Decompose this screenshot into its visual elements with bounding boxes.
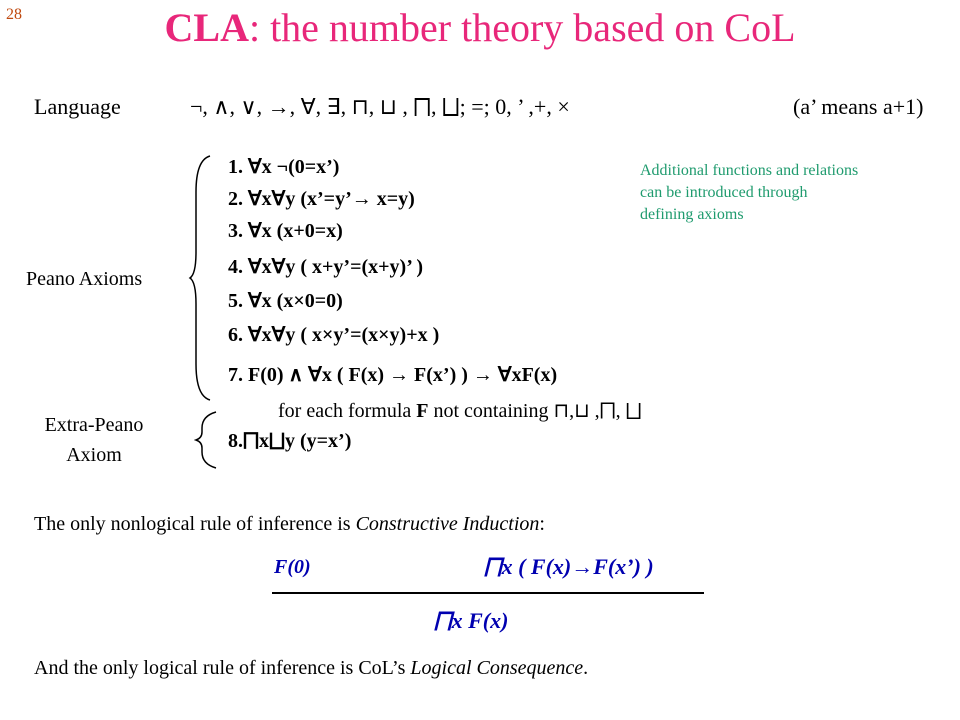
peano-axioms-label: Peano Axioms (26, 268, 143, 290)
axiom-3: 3. ∀x (x+0=x) (228, 220, 343, 242)
title-bold: CLA (164, 5, 249, 50)
axiom-4: 4. ∀x∀y ( x+y’=(x+y)’ ) (228, 256, 424, 278)
extra-brace (194, 410, 224, 470)
inference-rule-line (272, 592, 704, 594)
slide-number: 28 (6, 6, 22, 23)
induction-premise-base: F(0) (274, 556, 311, 578)
axiom-7-condition-suffix: not containing ⊓,⊔ ,⨅, ⨆ (428, 400, 642, 422)
defining-axioms-note: Additional functions and relations can be introduced through defining axioms (640, 162, 859, 223)
logic-rule-prefix: And the only logical rule of inference is CoL’s (34, 657, 411, 679)
induction-premise-step: ⨅x ( F(x)→F(x’) ) (484, 554, 654, 579)
language-label: Language (34, 94, 121, 119)
rule-intro-prefix: The only nonlogical rule of inference is (34, 513, 356, 535)
axiom-7: 7. F(0) ∧ ∀x ( F(x) → F(x’) ) → ∀xF(x) (228, 364, 558, 386)
language-symbols: ¬, ∧, ∨, →, ∀, ∃, ⊓, ⊔ , ⨅, ⨆; =; 0, ’ ,+, × (190, 94, 570, 119)
nonlogical-rule-intro (34, 513, 545, 536)
axiom-5: 5. ∀x (x×0=0) (228, 290, 343, 312)
language-note: (a’ means a+1) (793, 94, 924, 119)
extra-peano-axiom-label: Extra-Peano Axiom (44, 414, 144, 466)
logic-rule-emphasis: Logical Consequence (410, 657, 584, 679)
axiom-1: 1. ∀x ¬(0=x’) (228, 156, 340, 178)
axiom-8: 8.⨅x⨆y (y=x’) (228, 430, 352, 452)
axiom-7-condition (278, 398, 642, 423)
title-rest: : the number theory based on CoL (248, 5, 796, 50)
axiom-7-condition-prefix: for each formula (278, 400, 417, 422)
peano-brace (188, 152, 218, 402)
axiom-2: 2. ∀x∀y (x’=y’→ x=y) (228, 188, 415, 210)
logical-rule-statement (34, 657, 588, 680)
logic-rule-suffix: . (583, 657, 589, 679)
slide-title (0, 4, 960, 51)
induction-conclusion: ⨅x F(x) (434, 608, 509, 633)
rule-intro-suffix: : (539, 513, 545, 535)
axiom-6: 6. ∀x∀y ( x×y’=(x×y)+x ) (228, 324, 440, 346)
rule-intro-emphasis: Constructive Induction (355, 513, 540, 535)
axiom-7-condition-f: F (416, 400, 429, 422)
